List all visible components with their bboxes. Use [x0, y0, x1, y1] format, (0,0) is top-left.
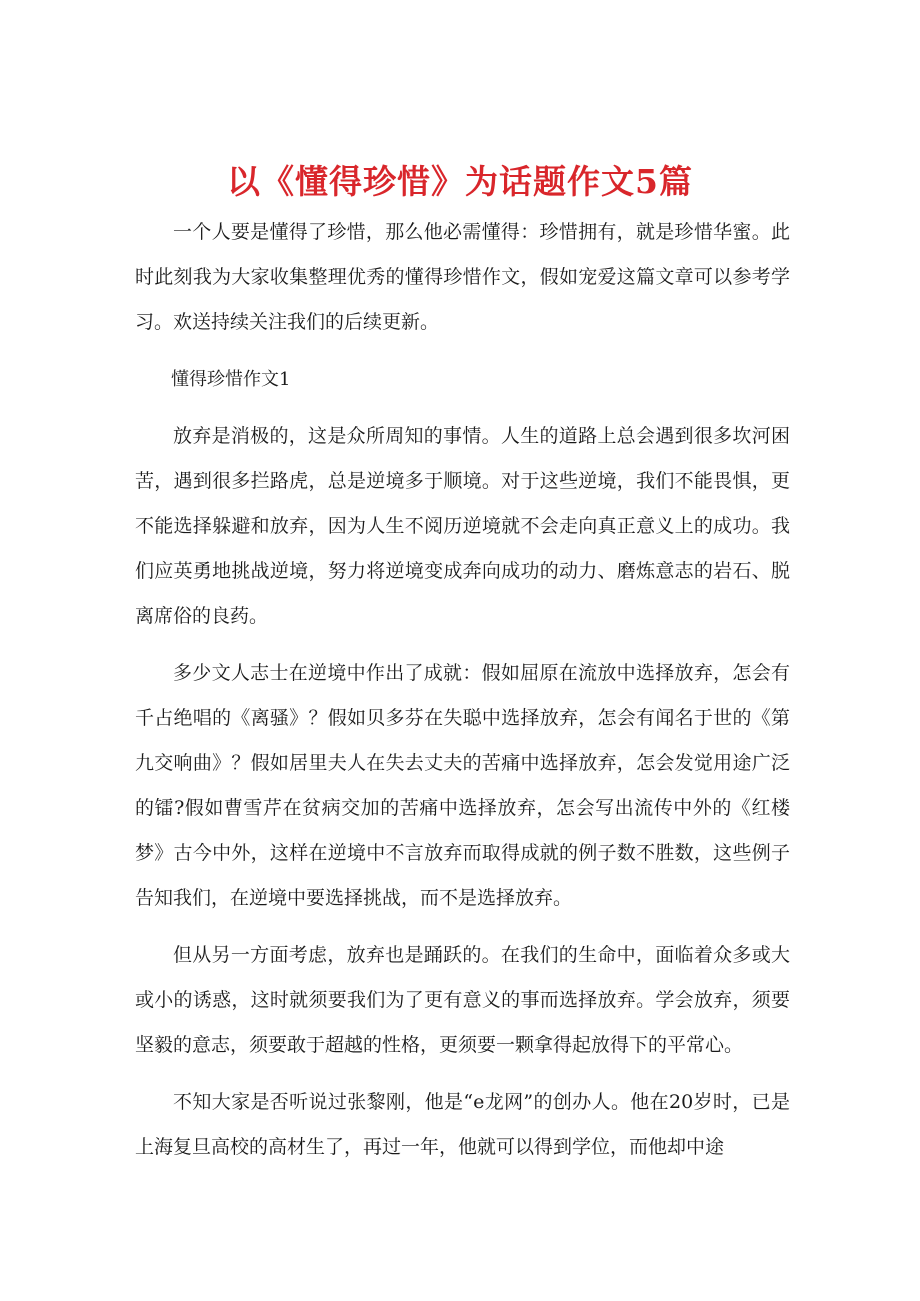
section-heading: 懂得珍惜作文1 [171, 369, 291, 390]
body-paragraph: 放弃是消极的，这是众所周知的事情。人生的道路上总会遇到很多坎河困苦，遇到很多拦路虎，总是逆境多于顺境。对于这些逆境，我们不能畏惧，更不能选择躲避和放弃，因为人生不阅历逆境就不会走向真正意义上的成功。我们应英勇地挑战逆境，努力将逆境变成奔向成功的动力、磨炼意志的岩石、脱离席俗的良药。 [135, 425, 790, 627]
document-title: 以《懂得珍惜》为话题作文5篇 [227, 162, 693, 202]
body-paragraph: 一个人要是懂得了珍惜，那么他必需懂得：珍惜拥有，就是珍惜华蜜。此时此刻我为大家收集整理优秀的懂得珍惜作文，假如宠爱这篇文章可以参考学习。欢送持续关注我们的后续更新。 [135, 221, 790, 333]
document-body [135, 210, 790, 1182]
body-paragraph: 但从另一方面考虑，放弃也是踊跃的。在我们的生命中，面临着众多或大或小的诱惑，这时就须要我们为了更有意义的事而选择放弃。学会放弃，须要坚毅的意志，须要敢于超越的性格，更须要一颗拿得起放得下的平常心。 [135, 944, 790, 1056]
body-paragraph: 多少文人志士在逆境中作出了成就：假如屈原在流放中选择放弃，怎会有千占绝唱的《离骚》？假如贝多芬在失聪中选择放弃，怎会有闻名于世的《第九交响曲》？假如居里夫人在失去丈夫的苦痛中选择放弃，怎会发觉用途广泛的镭?假如曹雪芹在贫病交加的苦痛中选择放弃，怎会写出流传中外的《红楼梦》古今中外，这样在逆境中不言放弃而取得成就的例子数不胜数，这些例子告知我们，在逆境中要选择挑战，而不是选择放弃。 [135, 662, 790, 909]
body-paragraph: 不知大家是否听说过张黎刚，他是“e龙网”的创办人。他在20岁时，已是上海复旦高校的高材生了，再过一年，他就可以得到学位，而他却中途 [135, 1091, 790, 1158]
